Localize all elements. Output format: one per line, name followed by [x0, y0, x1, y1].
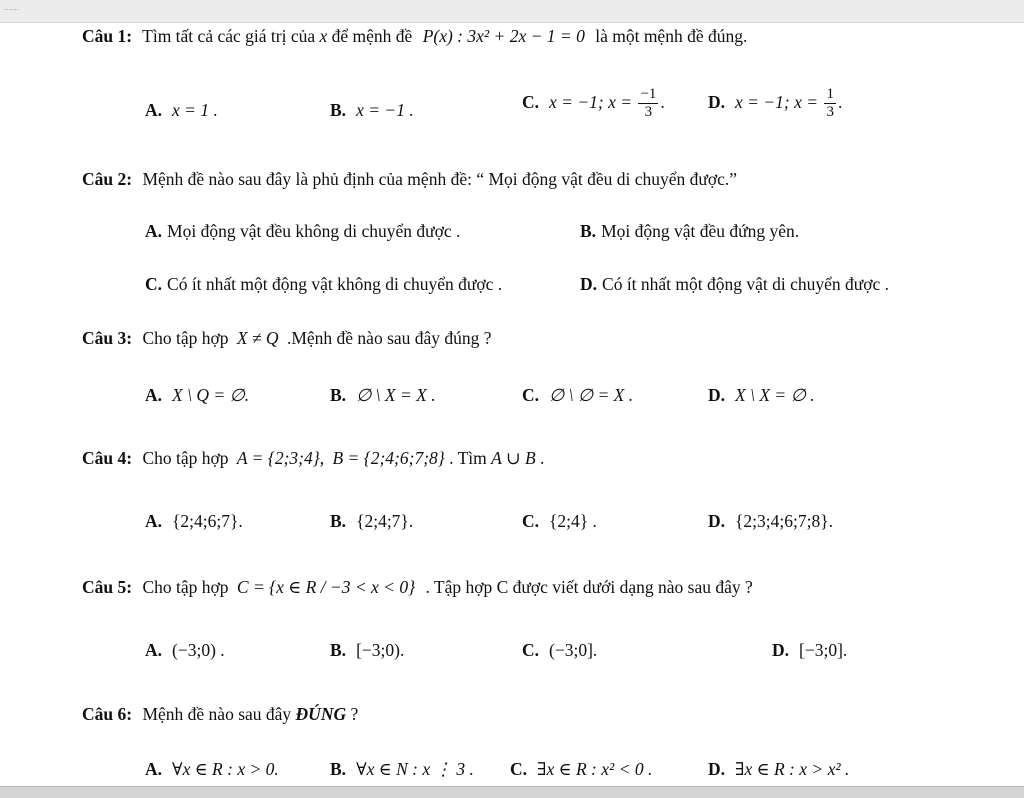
option-text: Mọi động vật đều không di chuyển được .	[167, 221, 461, 241]
q2-option-d	[580, 274, 889, 295]
question-4-math-a: A = {2;3;4}	[236, 448, 320, 468]
option-label: C.	[522, 91, 540, 112]
question-1	[82, 26, 747, 47]
q5-option-b	[330, 640, 404, 661]
option-expr: [−3;0).	[356, 640, 405, 660]
option-expr: {2;4} .	[549, 511, 597, 531]
q4-option-b	[330, 511, 413, 532]
question-5-text-b: . Tập hợp C được viết dưới dạng nào sau đây ?	[425, 577, 753, 597]
question-1-number: Câu 1:	[82, 26, 133, 46]
option-expr: (−3;0].	[549, 640, 598, 660]
question-1-math: P(x) : 3x² + 2x − 1 = 0	[422, 26, 585, 46]
question-2-number: Câu 2:	[82, 169, 133, 189]
q4-option-c	[522, 511, 597, 532]
option-expr: X \ X = ∅ .	[735, 385, 815, 405]
bottom-scroll-bar	[0, 786, 1024, 798]
question-3	[82, 328, 492, 349]
q1-c-fraction	[638, 86, 658, 122]
option-label: D.	[708, 511, 726, 531]
q2-option-c	[145, 274, 502, 295]
option-label: D.	[580, 274, 598, 294]
option-expr: ∀x ∈ N : x ⋮ 3 .	[356, 759, 474, 779]
question-2	[82, 169, 737, 190]
q5-option-d	[772, 640, 847, 661]
question-6-number: Câu 6:	[82, 704, 133, 724]
option-label: B.	[330, 385, 347, 405]
question-6-text-a: Mệnh đề nào sau đây	[142, 704, 292, 724]
fraction-numerator: 1	[824, 86, 836, 104]
option-expr: ∅ \ ∅ = X .	[549, 385, 634, 405]
question-4-text-b: . Tìm	[449, 448, 487, 468]
question-3-number: Câu 3:	[82, 328, 133, 348]
option-label: C.	[522, 511, 540, 531]
option-expr: {2;4;6;7}.	[172, 511, 243, 531]
option-label: B.	[330, 511, 347, 531]
option-label: C.	[510, 759, 528, 779]
q3-option-a	[145, 385, 249, 406]
question-4	[82, 448, 544, 469]
option-expr: {2;4;7}.	[356, 511, 414, 531]
option-label: A.	[145, 385, 163, 405]
option-expr: ∅ \ X = X .	[356, 385, 436, 405]
question-5	[82, 577, 753, 598]
option-expr: ∃x ∈ R : x > x² .	[735, 759, 850, 779]
option-label: B.	[330, 100, 347, 120]
option-label: A.	[145, 511, 163, 531]
q4-option-a	[145, 511, 243, 532]
fraction-denominator: 3	[644, 104, 653, 121]
option-expr: ∃x ∈ R : x² < 0 .	[537, 759, 653, 779]
question-1-var: x	[319, 26, 328, 46]
question-1-text-c: là một mệnh đề đúng.	[595, 26, 748, 46]
option-expr: {2;3;4;6;7;8}.	[735, 511, 834, 531]
option-text: Có ít nhất một động vật không di chuyển được .	[167, 274, 503, 294]
option-label: D.	[708, 759, 726, 779]
q1-d-fraction	[824, 86, 836, 122]
option-label: C.	[522, 385, 540, 405]
option-text: Mọi động vật đều đứng yên.	[601, 221, 800, 241]
q3-option-c	[522, 385, 633, 406]
option-expr: ∀x ∈ R : x > 0.	[172, 759, 279, 779]
question-6-emphasis: ĐÚNG	[295, 704, 347, 724]
q3-option-b	[330, 385, 436, 406]
question-1-text-b: để mệnh đề	[331, 26, 413, 46]
question-6-text-b: ?	[350, 704, 359, 724]
q6-option-b	[330, 759, 474, 780]
option-label: A.	[145, 221, 163, 241]
q1-option-b	[330, 100, 414, 121]
question-4-math-b: B = {2;4;6;7;8}	[332, 448, 445, 468]
question-4-sep: ,	[319, 448, 325, 468]
question-4-number: Câu 4:	[82, 448, 133, 468]
option-expr: [−3;0].	[799, 640, 848, 660]
option-label: D.	[772, 640, 790, 660]
option-label: D.	[708, 91, 726, 112]
q6-option-c	[510, 759, 652, 780]
option-label: C.	[522, 640, 540, 660]
option-label: B.	[330, 640, 347, 660]
option-label: C.	[145, 274, 163, 294]
question-4-math-c: A ∪ B	[491, 448, 536, 468]
option-expr: x = −1 .	[356, 100, 414, 120]
question-3-math: X ≠ Q	[236, 328, 279, 348]
question-5-number: Câu 5:	[82, 577, 133, 597]
question-5-text-a: Cho tập hợp	[142, 577, 229, 597]
question-2-text: Mệnh đề nào sau đây là phủ định của mệnh đề: “ Mọi động vật đều di chuyển được.”	[142, 169, 738, 189]
question-3-text-b: .Mệnh đề nào sau đây đúng ?	[286, 328, 492, 348]
option-label: B.	[580, 221, 597, 241]
question-4-text-c: .	[540, 448, 545, 468]
question-3-text-a: Cho tập hợp	[142, 328, 229, 348]
option-tail: .	[837, 91, 843, 112]
q2-option-a	[145, 221, 460, 242]
option-tail: .	[660, 91, 665, 112]
q1-option-c	[522, 86, 665, 122]
option-label: B.	[330, 759, 347, 779]
q4-option-d	[708, 511, 833, 532]
option-expr: x = 1 .	[172, 100, 218, 120]
q1-option-d	[708, 86, 842, 122]
option-expr: x = −1; x =	[549, 91, 633, 112]
q5-option-a	[145, 640, 225, 661]
option-label: A.	[145, 100, 163, 120]
question-6	[82, 704, 358, 725]
header-faded-text: ......	[4, 2, 20, 12]
option-expr: x = −1; x =	[735, 91, 819, 112]
option-expr: (−3;0) .	[172, 640, 225, 660]
fraction-denominator: 3	[826, 104, 834, 121]
option-label: A.	[145, 640, 163, 660]
q6-option-d	[708, 759, 849, 780]
option-label: D.	[708, 385, 726, 405]
q6-option-a	[145, 759, 279, 780]
fraction-numerator: −1	[638, 86, 658, 104]
top-toolbar	[0, 0, 1024, 23]
q3-option-d	[708, 385, 815, 406]
option-text: Có ít nhất một động vật di chuyển được .	[602, 274, 890, 294]
option-label: A.	[145, 759, 163, 779]
q1-option-a	[145, 100, 218, 121]
question-1-text-a: Tìm tất cả các giá trị của	[142, 26, 316, 46]
question-5-math: C = {x ∈ R / −3 < x < 0}	[236, 577, 416, 597]
q5-option-c	[522, 640, 597, 661]
option-expr: X \ Q = ∅.	[172, 385, 250, 405]
q2-option-b	[580, 221, 799, 242]
question-4-text-a: Cho tập hợp	[142, 448, 229, 468]
